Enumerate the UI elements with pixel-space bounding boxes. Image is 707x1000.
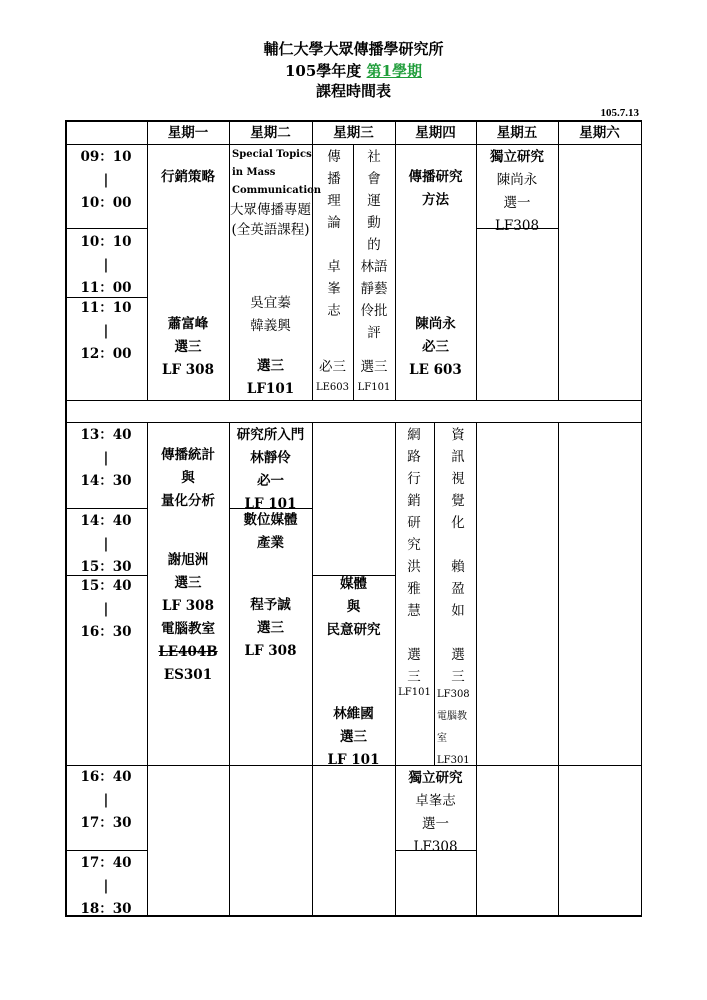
time-slot-6: 15：40 | 16：30	[80, 578, 132, 640]
semester-title	[0, 60, 707, 81]
course-intro-graduate: 研究所入門 林靜伶 必一 LF 101	[236, 427, 305, 512]
day-header-tue: 星期二	[250, 125, 291, 141]
day-header-sat: 星期六	[579, 125, 620, 141]
time-slot-2: 10：10 | 11：00	[80, 234, 132, 296]
course-research-methods: 傳播研究 方法	[408, 169, 463, 208]
day-header-mon: 星期一	[167, 125, 209, 141]
course-mass-comm-info: 選三 LF101	[246, 358, 295, 397]
course-independent-study-fri: 獨立研究 陳尚永 選一 LF308	[490, 149, 544, 234]
course-online-marketing: 網 路 行 銷 研 究 洪 雅 慧 選 三	[407, 427, 421, 685]
course-mass-comm-topics: Special Topics in Mass Communication 大眾傳播專題 (全英語課程)	[230, 149, 322, 238]
course-marketing-strategy: 行銷策略	[161, 169, 215, 185]
year-label: 105學年度	[285, 62, 362, 80]
course-comm-statistics: 傳播統計 與 量化分析	[161, 447, 215, 509]
time-slot-5: 14：40 | 15：30	[80, 513, 132, 575]
time-slot-4: 13：40 | 14：30	[80, 427, 132, 489]
day-header-fri: 星期五	[496, 125, 538, 141]
course-marketing-strategy-info: 蕭富峰 選三 LF 308	[162, 316, 214, 378]
course-independent-study-thu: 獨立研究 卓峯志 選一 LF308	[408, 770, 463, 855]
course-info-visualization: 資 訊 視 覺 化 賴 盈 如 選 三	[451, 427, 465, 685]
schedule-title: 課程時間表	[315, 82, 391, 100]
course-online-marketing-room: LF101	[398, 687, 431, 698]
course-social-movements: 社 會 運 動 的	[367, 149, 381, 253]
time-slot-3: 11：10 | 12：00	[80, 300, 132, 362]
course-comm-theory-info: 必三 LE603	[315, 359, 350, 393]
course-comm-theory: 傳 播 理 論 卓 峯 志	[327, 149, 341, 319]
course-media-public-opinion: 媒體 與 民意研究	[326, 576, 381, 638]
course-info-visualization-rooms: LF308 電腦教 室 LF301	[437, 689, 470, 766]
time-slot-1: 09：10 | 10：00	[80, 149, 132, 211]
revision-date: 105.7.13	[600, 107, 639, 119]
semester-label: 第1學期	[366, 62, 422, 80]
course-social-movements-info: 選三 LF101	[357, 359, 391, 393]
course-comm-statistics-info: 謝旭洲 選三 LF 308 電腦教室 LE404B ES301	[158, 552, 218, 683]
course-research-methods-info: 陳尚永 必三 LE 603	[409, 316, 462, 378]
course-social-movements-teacher: 林語 靜藝 伶批 評	[360, 259, 388, 341]
course-digital-media: 數位媒體 產業	[243, 512, 298, 551]
day-header-thu: 星期四	[415, 125, 456, 141]
course-mass-comm-teachers: 吳宜蓁 韓義興	[250, 295, 291, 334]
day-header-wed: 星期三	[333, 125, 374, 141]
institute-title: 輔仁大學大眾傳播學研究所	[263, 40, 444, 58]
course-media-public-opinion-info: 林維國 選三 LF 101	[327, 706, 380, 768]
time-slot-8: 17：40 | 18：30	[80, 855, 132, 917]
course-digital-media-info: 程予誠 選三 LF 308	[244, 597, 297, 659]
time-slot-7: 16：40 | 17：30	[80, 769, 132, 831]
